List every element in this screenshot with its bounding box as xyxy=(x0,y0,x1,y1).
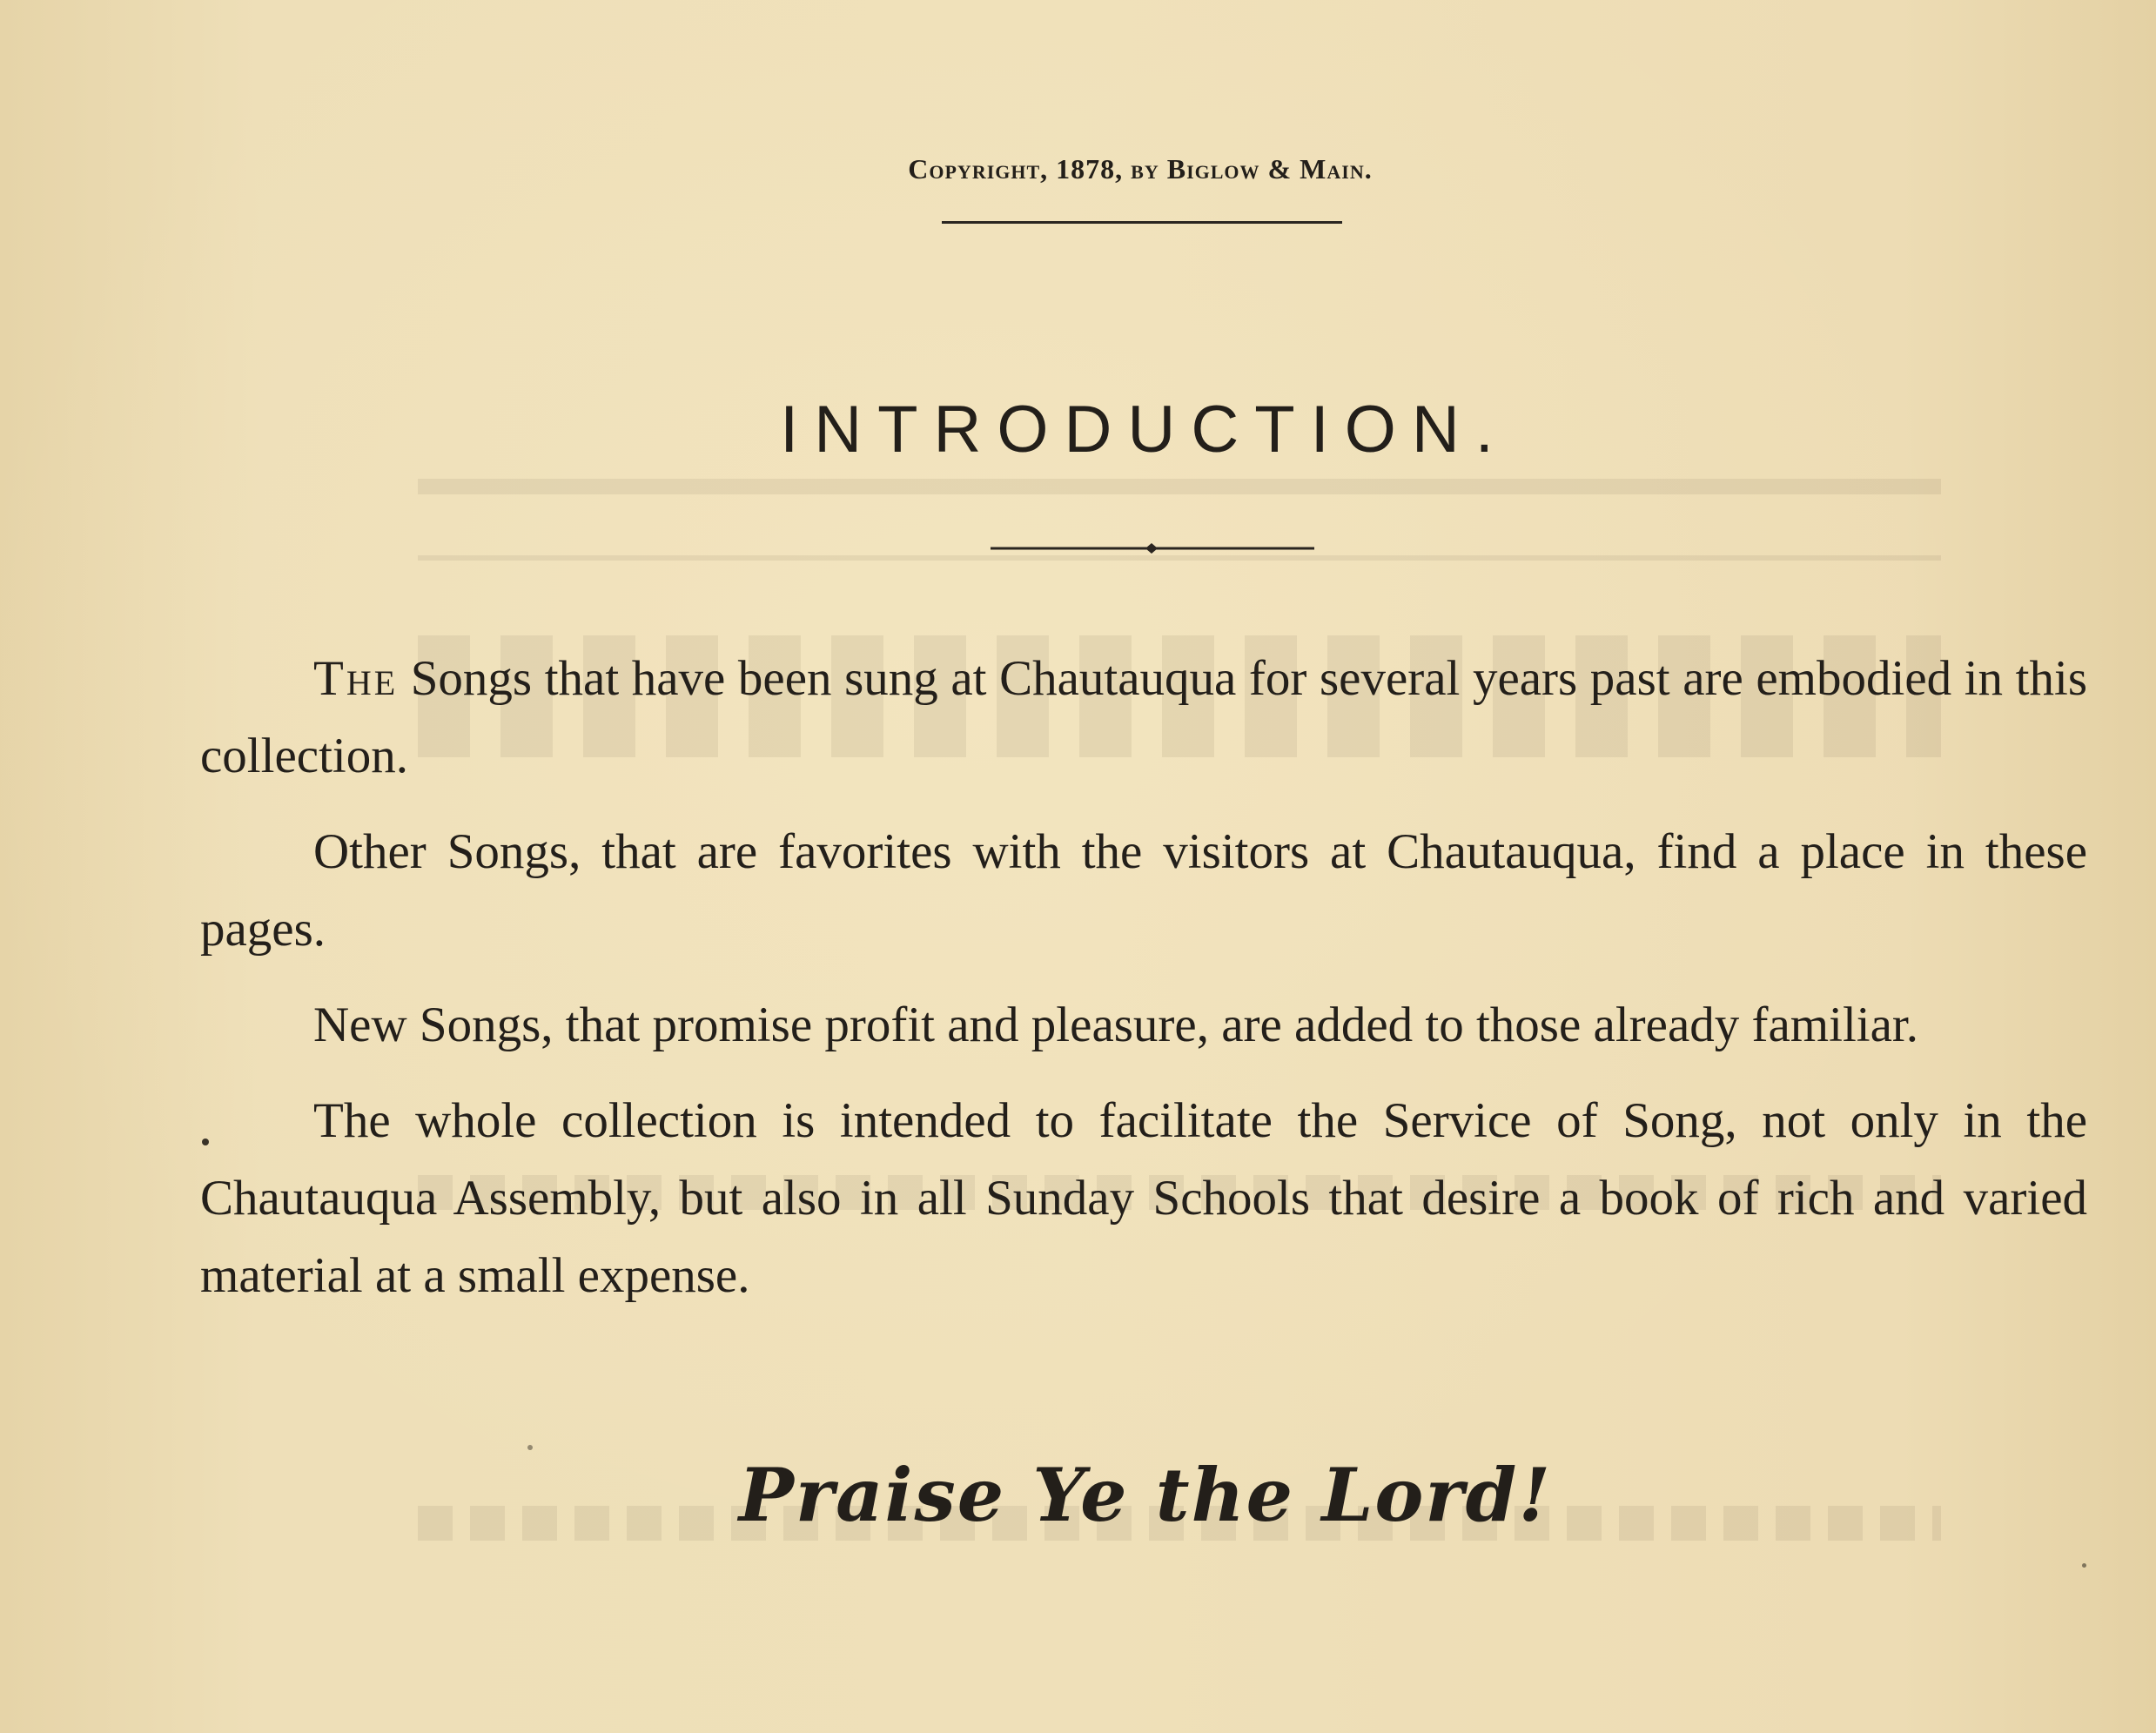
paragraph-text: New Songs, that promise profit and pleasure, are added to those already familiar. xyxy=(313,997,1919,1052)
paragraph-text: The whole collection is intended to facilitate the Service of Song, not only in the Chautauqua Assembly, but also in all Sunday Schools that desire a book of rich and varied material at a small expense. xyxy=(200,1093,2087,1303)
closing-motto: Praise Ye the Lord! xyxy=(738,1452,1553,1538)
introduction-body xyxy=(200,640,2087,1333)
top-rule xyxy=(942,221,1342,224)
ink-speck xyxy=(527,1445,533,1450)
page-title: INTRODUCTION. xyxy=(780,393,1509,467)
paragraph-text: Other Songs, that are favorites with the visitors at Chautauqua, find a place in these pages. xyxy=(200,824,2087,957)
paragraph xyxy=(200,986,2087,1064)
paragraph-text: Songs that have been sung at Chautauqua for several years past are embodied in this collection. xyxy=(200,651,2087,783)
paragraph xyxy=(200,640,2087,795)
diamond-ornament xyxy=(1145,543,1158,554)
paragraph xyxy=(200,813,2087,968)
paragraph-lead: The xyxy=(313,651,399,706)
ornamental-rule xyxy=(991,540,1314,557)
ink-speck xyxy=(202,1139,209,1145)
paragraph xyxy=(200,1082,2087,1314)
ink-speck xyxy=(2082,1563,2086,1568)
copyright-line: Copyright, 1878, by Biglow & Main. xyxy=(908,153,1373,185)
